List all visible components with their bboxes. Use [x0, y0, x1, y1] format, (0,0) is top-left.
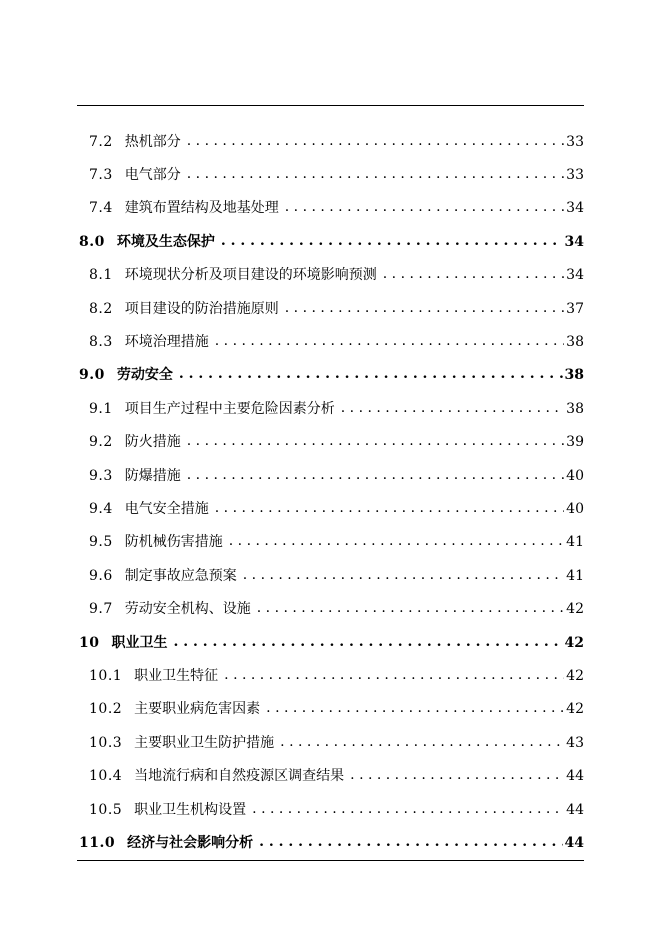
dot-leader	[252, 803, 564, 817]
toc-entry-page: 41	[566, 567, 584, 584]
toc-chapter-title: 劳动安全	[116, 367, 173, 384]
toc-chapter-title: 环境及生态保护	[116, 233, 215, 250]
toc-chapter[interactable]	[77, 359, 584, 392]
dot-leader	[187, 469, 564, 483]
toc-entry-number: 10.2	[89, 701, 123, 718]
toc-entry[interactable]	[77, 526, 584, 559]
dot-leader	[257, 602, 564, 616]
dot-leader	[173, 636, 562, 650]
toc-entry-page: 38	[566, 400, 584, 417]
toc-entry-page: 43	[566, 734, 584, 751]
toc-entry-title: 职业卫生特征	[134, 667, 219, 684]
toc-entry-number: 7.2	[89, 133, 113, 150]
dot-leader	[187, 168, 564, 182]
dot-leader	[341, 402, 564, 416]
toc-chapter-page: 34	[564, 233, 584, 250]
toc-entry-number: 9.6	[89, 567, 113, 584]
toc-entry[interactable]	[77, 392, 584, 425]
toc-entry-title: 劳动安全机构、设施	[124, 601, 251, 618]
dot-leader	[383, 268, 564, 282]
toc-entry-title: 主要职业病危害因素	[134, 701, 261, 718]
toc-chapter-number: 10	[79, 634, 100, 651]
toc-entry[interactable]	[77, 125, 584, 158]
toc-entry-page: 40	[566, 500, 584, 517]
toc-entry-page: 39	[566, 434, 584, 451]
toc-entry[interactable]	[77, 325, 584, 358]
toc-entry-title: 电气部分	[124, 167, 181, 184]
toc-entry[interactable]	[77, 793, 584, 826]
toc-entry-title: 环境治理措施	[124, 334, 209, 351]
toc-entry-title: 项目生产过程中主要危险因素分析	[124, 400, 335, 417]
dot-leader	[221, 235, 563, 249]
toc-entry-page: 44	[566, 768, 584, 785]
toc-entry-page: 41	[566, 534, 584, 551]
toc-chapter[interactable]	[77, 826, 584, 859]
header-rule	[77, 105, 584, 106]
toc-entry[interactable]	[77, 459, 584, 492]
toc-chapter[interactable]	[77, 626, 584, 659]
toc-chapter-number: 9.0	[79, 367, 105, 384]
toc-entry-number: 7.3	[89, 167, 113, 184]
toc-chapter-title: 经济与社会影响分析	[127, 834, 254, 851]
toc-entry-title: 防机械伤害措施	[124, 534, 223, 551]
toc-entry[interactable]	[77, 559, 584, 592]
toc-entry[interactable]	[77, 259, 584, 292]
toc-chapter-page: 42	[564, 634, 584, 651]
toc-entry-title: 制定事故应急预案	[124, 567, 237, 584]
toc-entry-title: 建筑布置结构及地基处理	[124, 200, 279, 217]
toc-entry-number: 9.4	[89, 500, 113, 517]
toc-chapter-number: 8.0	[79, 233, 105, 250]
toc-entry-number: 10.5	[89, 801, 123, 818]
dot-leader	[187, 135, 564, 149]
toc-entry-title: 项目建设的防治措施原则	[124, 300, 279, 317]
dot-leader	[243, 569, 564, 583]
toc-entry-number: 8.2	[89, 300, 113, 317]
toc-entry-number: 8.3	[89, 334, 113, 351]
toc-chapter-title: 职业卫生	[111, 634, 168, 651]
toc-entry-title: 职业卫生机构设置	[134, 801, 247, 818]
toc-entry-page: 37	[566, 300, 584, 317]
dot-leader	[259, 836, 562, 850]
dot-leader	[215, 502, 564, 516]
dot-leader	[224, 669, 564, 683]
toc-entry-title: 当地流行病和自然疫源区调查结果	[134, 768, 345, 785]
toc-chapter-page: 38	[564, 367, 584, 384]
toc-entry[interactable]	[77, 158, 584, 191]
toc-entry-page: 42	[566, 601, 584, 618]
toc-entry[interactable]	[77, 192, 584, 225]
table-of-contents	[77, 125, 584, 860]
dot-leader	[229, 535, 564, 549]
dot-leader	[179, 368, 563, 382]
toc-entry-number: 10.1	[89, 667, 123, 684]
toc-entry-page: 42	[566, 701, 584, 718]
toc-entry-page: 42	[566, 667, 584, 684]
toc-entry-page: 38	[566, 334, 584, 351]
toc-entry-title: 热机部分	[124, 133, 181, 150]
toc-entry[interactable]	[77, 426, 584, 459]
toc-entry-page: 44	[566, 801, 584, 818]
footer-rule	[77, 860, 584, 861]
toc-entry[interactable]	[77, 492, 584, 525]
toc-entry-page: 33	[566, 167, 584, 184]
toc-chapter[interactable]	[77, 225, 584, 258]
toc-entry[interactable]	[77, 759, 584, 792]
toc-chapter-number: 11.0	[79, 834, 116, 851]
toc-entry-page: 34	[566, 200, 584, 217]
toc-entry-number: 9.1	[89, 400, 113, 417]
dot-leader	[187, 435, 564, 449]
dot-leader	[215, 335, 564, 349]
toc-entry-number: 10.4	[89, 768, 123, 785]
toc-entry[interactable]	[77, 726, 584, 759]
toc-entry-number: 9.7	[89, 601, 113, 618]
toc-entry-number: 9.3	[89, 467, 113, 484]
dot-leader	[285, 302, 564, 316]
toc-entry[interactable]	[77, 693, 584, 726]
toc-entry[interactable]	[77, 592, 584, 625]
toc-entry-number: 9.5	[89, 534, 113, 551]
toc-entry-title: 主要职业卫生防护措施	[134, 734, 275, 751]
toc-entry-number: 7.4	[89, 200, 113, 217]
toc-entry-number: 10.3	[89, 734, 123, 751]
toc-entry-title: 环境现状分析及项目建设的环境影响预测	[124, 267, 377, 284]
toc-entry[interactable]	[77, 659, 584, 692]
toc-entry-number: 8.1	[89, 267, 113, 284]
dot-leader	[285, 201, 564, 215]
toc-entry[interactable]	[77, 292, 584, 325]
dot-leader	[280, 736, 564, 750]
toc-entry-page: 34	[566, 267, 584, 284]
toc-entry-page: 33	[566, 133, 584, 150]
toc-entry-title: 电气安全措施	[124, 500, 209, 517]
toc-entry-title: 防火措施	[124, 434, 181, 451]
toc-entry-title: 防爆措施	[124, 467, 181, 484]
dot-leader	[350, 769, 564, 783]
toc-chapter-page: 44	[564, 834, 584, 851]
dot-leader	[266, 702, 564, 716]
toc-entry-number: 9.2	[89, 434, 113, 451]
toc-entry-page: 40	[566, 467, 584, 484]
